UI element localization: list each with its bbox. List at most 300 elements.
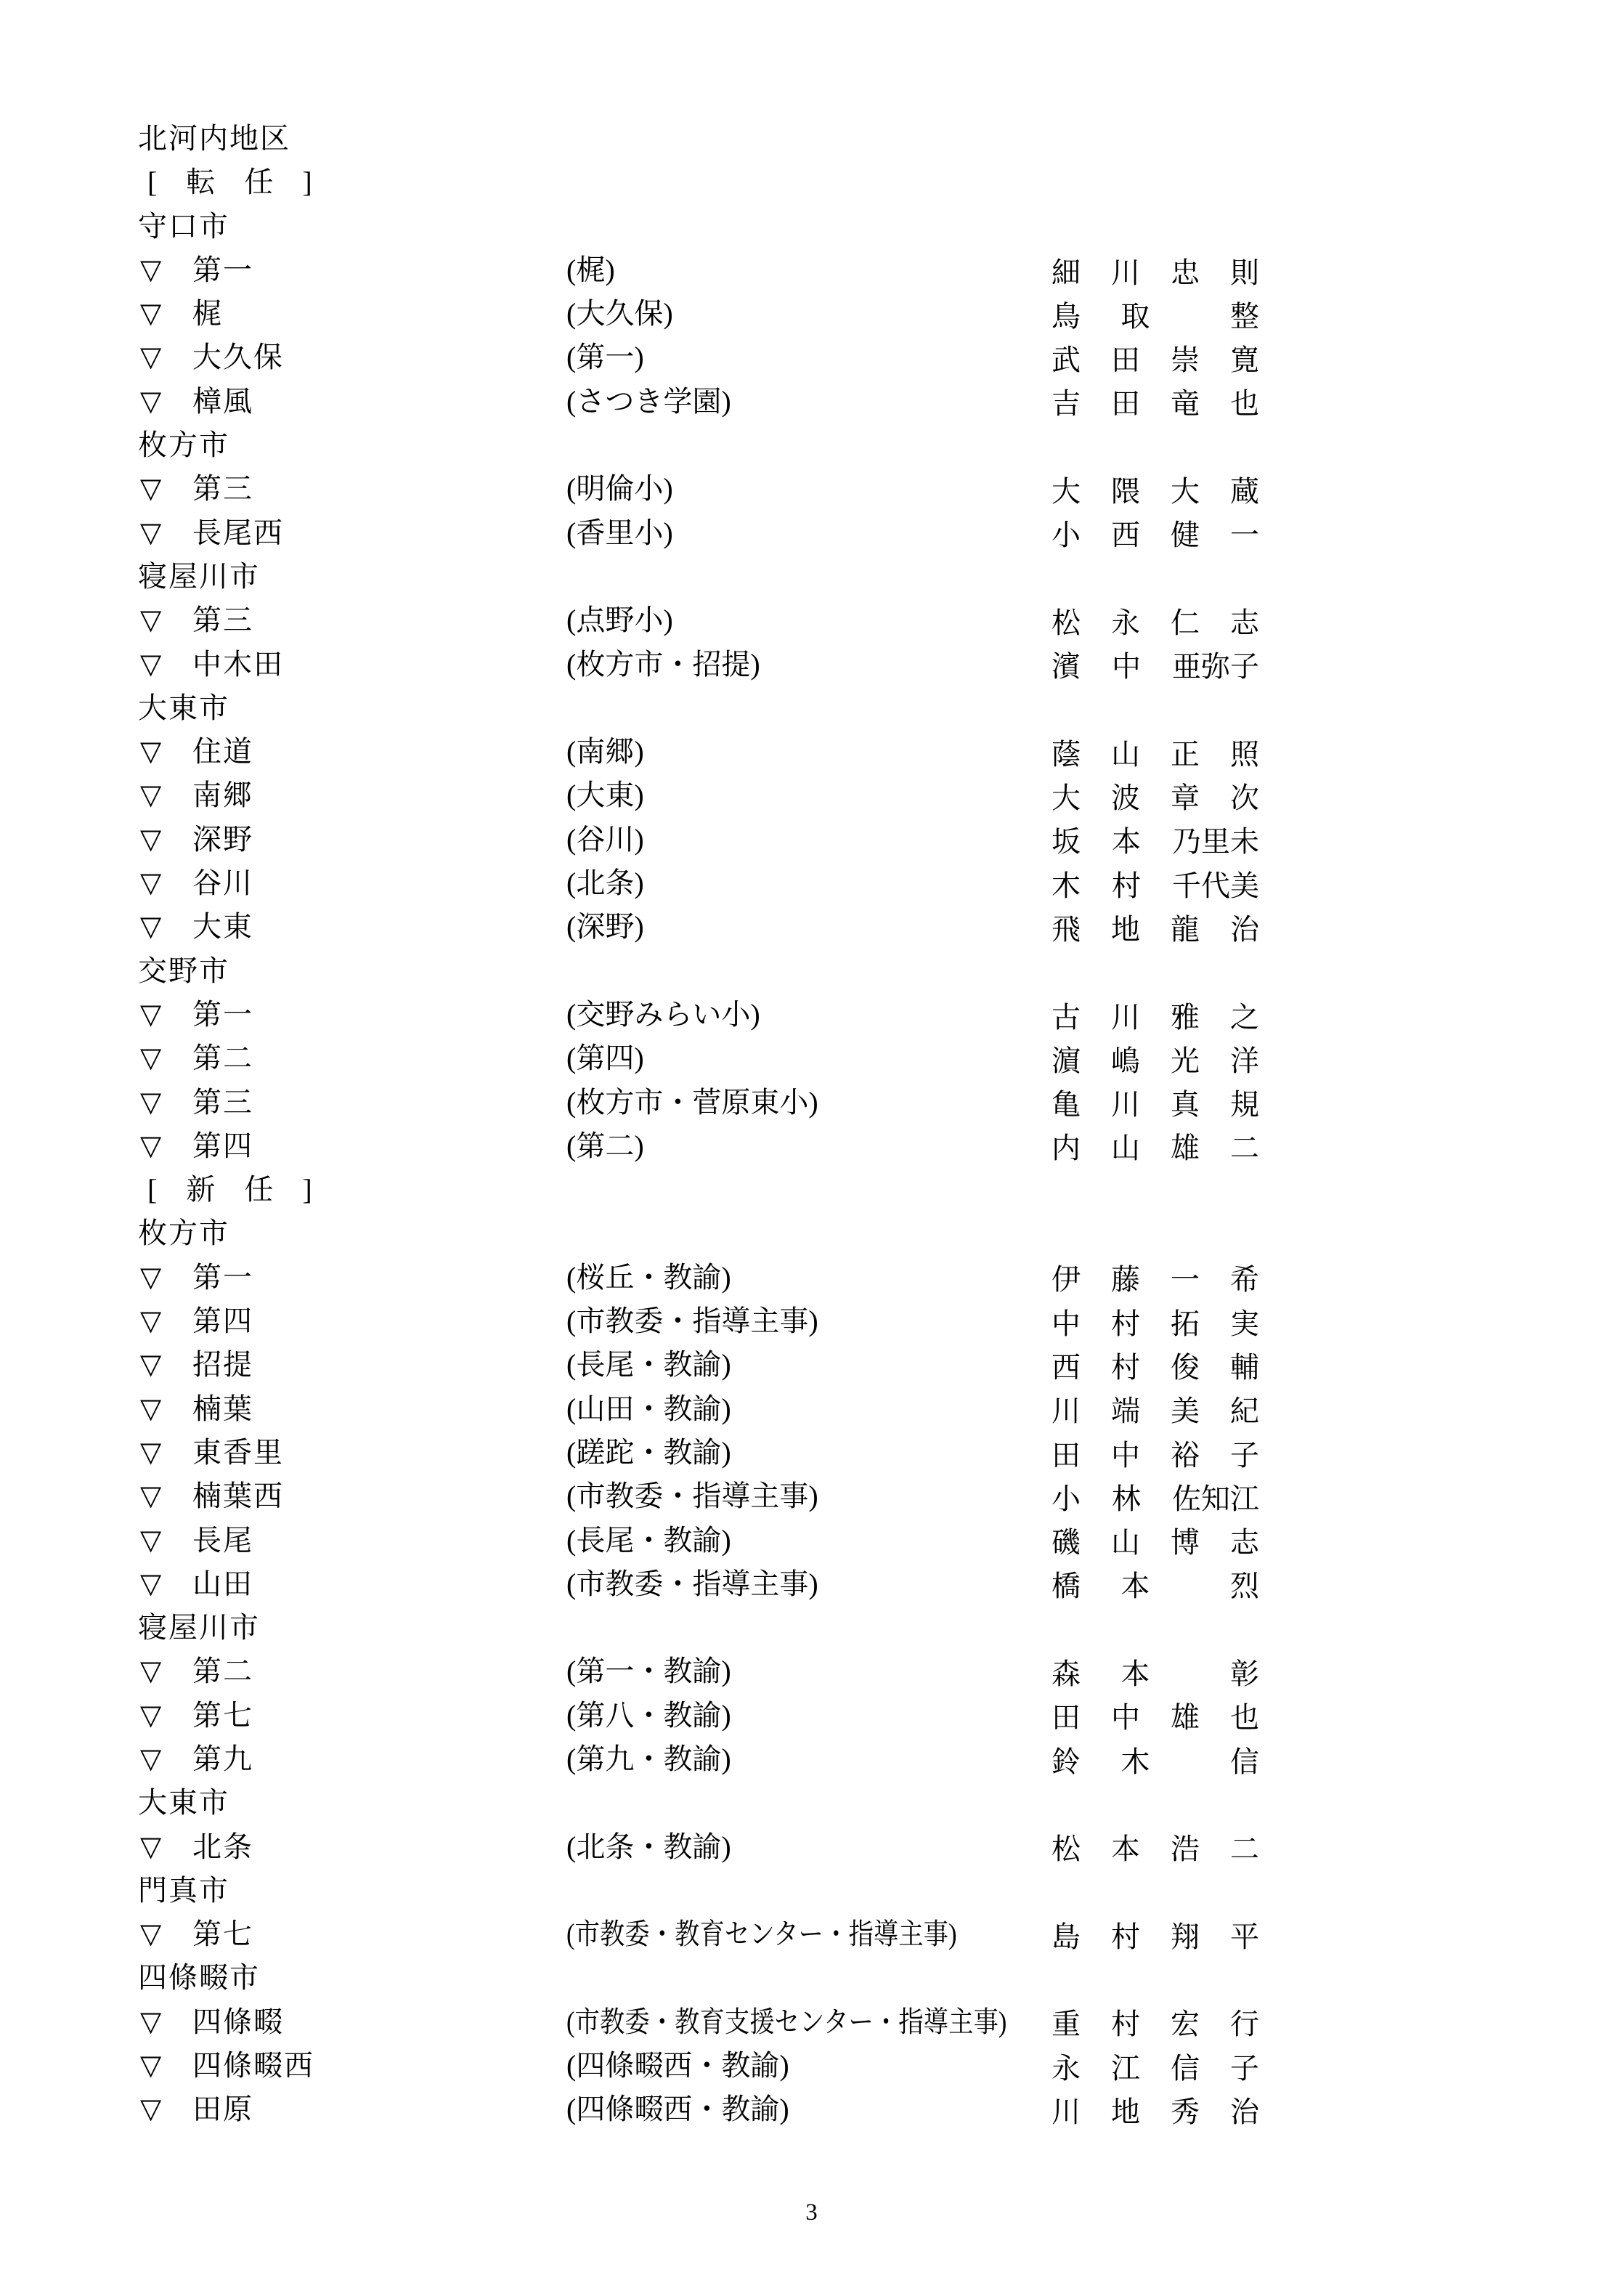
person-name [1052,1474,1259,1518]
previous-post: (深野) [566,910,644,944]
name-part: 輔 [1230,1350,1259,1384]
name-part: 乃里未 [1172,825,1259,859]
name-part: 江 [1111,2051,1140,2085]
school-name: 大東 [192,910,253,944]
name-part: 博 [1171,1526,1200,1559]
entry-row [0,292,1623,336]
entry-row [0,1081,1623,1124]
name-part: 松 [1052,606,1081,639]
entry-row [0,774,1623,817]
triangle-marker-icon: ▽ [140,474,162,505]
triangle-marker-icon: ▽ [140,1831,162,1862]
name-part: 隈 [1111,475,1140,508]
name-part: 坂 [1052,825,1081,859]
name-part: 松 [1052,1833,1081,1866]
name-part: 秀 [1171,2096,1200,2128]
name-part: 田 [1111,344,1140,377]
previous-post: (梶) [566,253,615,286]
entry-row [0,1737,1623,1781]
name-part: 俊 [1171,1350,1200,1384]
name-part: 平 [1230,1920,1259,1953]
city-name: 大東市 [138,691,229,724]
name-part: 真 [1171,1088,1200,1121]
name-part: 大 [1052,782,1081,815]
school-name: 第四 [192,1129,253,1162]
person-name [1052,467,1259,511]
person-name [1052,730,1259,774]
name-part: 武 [1052,344,1081,377]
school-name: 第一 [192,997,253,1031]
name-part: 美 [1171,1395,1200,1428]
triangle-marker-icon: ▽ [140,1919,162,1950]
name-part: 次 [1230,782,1259,815]
name-part: 濱 [1052,650,1081,683]
school-name: 梶 [192,297,223,330]
name-part: 光 [1171,1044,1200,1077]
name-part: 端 [1111,1395,1140,1428]
school-name: 中木田 [192,647,284,681]
triangle-marker-icon: ▽ [140,737,162,768]
name-part: 森 [1052,1658,1081,1691]
person-name [1052,1256,1259,1299]
city-name: 四條畷市 [138,1961,260,1995]
previous-post: (第四) [566,1042,644,1075]
name-part: 本 [1112,825,1141,859]
name-part: 地 [1111,2096,1140,2128]
school-name: 第三 [192,1085,253,1119]
triangle-marker-icon: ▽ [140,1525,162,1556]
name-part: 林 [1112,1482,1141,1515]
school-name: 第二 [192,1042,253,1075]
school-name: 深野 [192,822,253,856]
name-part: 地 [1111,912,1140,946]
triangle-marker-icon: ▽ [140,386,162,417]
previous-post: (蹉跎・教諭) [566,1435,731,1469]
entry-row [0,1474,1623,1518]
previous-post: (四條畷西・教諭) [566,2093,789,2126]
city-name: 大東市 [138,1786,229,1820]
entry-row [0,993,1623,1037]
triangle-marker-icon: ▽ [140,1656,162,1687]
triangle-marker-icon: ▽ [140,1393,162,1424]
school-name: 第七 [192,1918,253,1951]
name-part: 二 [1230,1132,1259,1165]
name-part: 実 [1230,1307,1259,1340]
person-name [1052,380,1259,423]
name-part: 蔵 [1230,475,1259,508]
school-name: 楠葉 [192,1392,253,1425]
previous-post: (第一) [566,341,644,374]
name-part: 川 [1111,1000,1140,1034]
name-part: 龍 [1171,912,1200,946]
city-name: 寝屋川市 [138,1611,260,1644]
entry-row [0,1343,1623,1387]
name-part: 嶋 [1111,1044,1140,1077]
entry-row [0,248,1623,292]
entry-row [0,1519,1623,1562]
person-name [1052,2044,1259,2088]
name-part: 健 [1171,519,1200,552]
previous-post: (山田・教諭) [566,1392,731,1425]
name-part: 伊 [1052,1263,1081,1297]
person-name [1052,818,1259,861]
name-part: 吉 [1052,387,1081,421]
name-part: 仁 [1171,606,1200,639]
city-header-row [0,1212,1623,1255]
school-name: 住道 [192,735,253,768]
entry-row [0,1694,1623,1737]
entry-row [0,730,1623,774]
triangle-marker-icon: ▽ [140,1481,162,1512]
triangle-marker-icon: ▽ [140,299,162,330]
name-part: 裕 [1171,1438,1200,1472]
name-part: 川 [1111,256,1140,289]
name-part: 一 [1230,519,1259,552]
name-part: 大 [1171,475,1200,508]
bracket-header-row [0,161,1623,204]
school-name: 田原 [192,2093,253,2126]
region-header-row [0,117,1623,161]
previous-post: (第二) [566,1129,644,1162]
previous-post: (交野みらい小) [566,997,760,1031]
school-name: 長尾西 [192,516,284,549]
entry-row [0,1431,1623,1474]
triangle-marker-icon: ▽ [140,649,162,680]
person-name [1052,248,1259,292]
name-part: 飛 [1052,912,1081,946]
school-name: 第二 [192,1655,253,1688]
person-name [1052,1519,1259,1562]
name-part: 宏 [1171,2008,1200,2041]
triangle-marker-icon: ▽ [140,912,162,943]
entry-row [0,1912,1623,1956]
person-name [1052,599,1259,642]
name-part: 川 [1052,1395,1081,1428]
section-label: [ 新 任 ] [147,1173,312,1206]
previous-post: (桜丘・教諭) [566,1260,731,1294]
name-part: 波 [1111,782,1140,815]
city-header-row [0,1606,1623,1650]
name-part: 亀 [1052,1088,1081,1121]
name-part: 中 [1111,1701,1140,1735]
person-name [1052,1037,1259,1080]
name-part: 寛 [1230,344,1259,377]
triangle-marker-icon: ▽ [140,605,162,636]
previous-post: (北条) [566,867,644,900]
name-part: 本 [1120,1658,1150,1691]
person-name [1052,1912,1259,1956]
name-part: 村 [1111,1307,1140,1340]
section-label: [ 転 任 ] [147,166,312,199]
entry-row [0,818,1623,861]
name-part: 也 [1230,1701,1259,1735]
name-part: 古 [1052,1000,1081,1034]
entry-row [0,2000,1623,2044]
name-part: 章 [1171,782,1200,815]
name-part: 濵 [1052,1044,1081,1077]
entry-row [0,861,1623,905]
previous-post: (点野小) [566,604,673,637]
name-part: 西 [1111,519,1140,552]
triangle-marker-icon: ▽ [140,999,162,1030]
previous-post: (さつき学園) [566,384,731,418]
school-name: 第一 [192,253,253,286]
school-name: 招提 [192,1348,253,1382]
school-name: 第三 [192,604,253,637]
city-header-row [0,205,1623,248]
entry-row [0,336,1623,379]
school-name: 南郷 [192,779,253,812]
name-part: 重 [1052,2008,1081,2041]
name-part: 田 [1052,1701,1081,1735]
page-number: 3 [805,2199,818,2226]
name-part: 小 [1052,519,1081,552]
name-part: 佐知江 [1172,1482,1259,1515]
name-part: 子 [1230,2051,1259,2085]
school-name: 長尾 [192,1523,253,1557]
city-header-row [0,1956,1623,2000]
name-part: 鈴 [1052,1745,1081,1778]
name-part: 雅 [1171,1000,1200,1034]
name-part: 一 [1171,1263,1200,1297]
name-part: 中 [1111,1438,1140,1472]
triangle-marker-icon: ▽ [140,1262,162,1293]
previous-post: (市教委・教育支援センター・指導主事) [566,2005,1007,2038]
city-name: 寝屋川市 [138,559,260,593]
name-part: 千代美 [1172,869,1259,902]
triangle-marker-icon: ▽ [140,2094,162,2125]
previous-post: (明倫小) [566,472,673,506]
city-name: 交野市 [138,954,229,987]
name-part: 規 [1230,1088,1259,1121]
name-part: 川 [1111,1088,1140,1121]
name-part: 中 [1112,650,1141,683]
name-part: 鳥 [1052,299,1081,333]
name-part: 永 [1052,2051,1081,2085]
person-name [1052,1825,1259,1869]
city-name: 門真市 [138,1873,229,1907]
name-part: 本 [1120,1570,1150,1603]
triangle-marker-icon: ▽ [140,1743,162,1774]
previous-post: (長尾・教諭) [566,1523,731,1557]
school-name: 第四 [192,1305,253,1338]
triangle-marker-icon: ▽ [140,780,162,811]
name-part: 正 [1171,737,1200,771]
name-part: 藤 [1111,1263,1140,1297]
previous-post: (香里小) [566,516,673,549]
city-header-row [0,1781,1623,1825]
name-part: 整 [1229,299,1259,333]
city-name: 枚方市 [138,429,229,462]
entry-row [0,1256,1623,1299]
person-name [1052,1387,1259,1431]
name-part: 磯 [1052,1526,1081,1559]
name-part: 西 [1052,1350,1081,1384]
city-header-row [0,949,1623,993]
bracket-header-row [0,1168,1623,1212]
entry-row [0,1650,1623,1693]
person-name [1052,774,1259,817]
person-name [1052,643,1259,686]
name-part: 村 [1112,869,1141,902]
school-name: 東香里 [192,1435,284,1469]
name-part: 田 [1111,387,1140,421]
city-header-row [0,1869,1623,1912]
name-part: 雄 [1171,1701,1200,1735]
person-name [1052,292,1259,336]
name-part: 山 [1111,1132,1140,1165]
triangle-marker-icon: ▽ [140,1130,162,1161]
entry-row [0,1037,1623,1080]
school-name: 楠葉西 [192,1480,284,1513]
triangle-marker-icon: ▽ [140,1087,162,1118]
triangle-marker-icon: ▽ [140,868,162,899]
triangle-marker-icon: ▽ [140,1350,162,1381]
entry-row [0,2044,1623,2088]
name-part: 木 [1120,1745,1150,1778]
entry-row [0,2088,1623,2131]
triangle-marker-icon: ▽ [140,1043,162,1074]
name-part: 浩 [1171,1833,1200,1866]
previous-post: (四條畷西・教諭) [566,2049,789,2082]
name-part: 拓 [1171,1307,1200,1340]
name-part: 志 [1230,1526,1259,1559]
name-part: 内 [1052,1132,1081,1165]
person-name [1052,1299,1259,1343]
personnel-list [0,117,1623,2132]
name-part: 村 [1111,2008,1140,2041]
city-name: 枚方市 [138,1217,229,1250]
person-name [1052,1694,1259,1737]
triangle-marker-icon: ▽ [140,2050,162,2082]
name-part: 洋 [1230,1044,1259,1077]
person-name [1052,993,1259,1037]
name-part: 雄 [1171,1132,1200,1165]
name-part: 治 [1230,912,1259,946]
previous-post: (市教委・教育センター・指導主事) [566,1918,957,1951]
region-name: 北河内地区 [138,122,290,155]
name-part: 細 [1052,256,1081,289]
school-name: 北条 [192,1830,253,1863]
triangle-marker-icon: ▽ [140,1700,162,1731]
name-part: 也 [1230,387,1259,421]
entry-row [0,467,1623,511]
previous-post: (谷川) [566,822,644,856]
name-part: 彰 [1229,1658,1259,1691]
person-name [1052,1124,1259,1168]
entry-row [0,905,1623,949]
triangle-marker-icon: ▽ [140,1437,162,1468]
name-part: 中 [1052,1307,1081,1340]
entry-row [0,643,1623,686]
name-part: 木 [1052,869,1081,902]
name-part: 蔭 [1052,737,1081,771]
school-name: 第七 [192,1698,253,1732]
previous-post: (第一・教諭) [566,1655,731,1688]
name-part: 行 [1230,2008,1259,2041]
previous-post: (第八・教諭) [566,1698,731,1732]
entry-row [0,1124,1623,1168]
entry-row [0,1825,1623,1869]
city-name: 守口市 [138,209,229,243]
school-name: 大久保 [192,341,284,374]
name-part: 希 [1230,1263,1259,1297]
previous-post: (市教委・指導主事) [566,1305,818,1338]
school-name: 樟風 [192,384,253,418]
name-part: 則 [1230,256,1259,289]
person-name [1052,861,1259,905]
previous-post: (大東) [566,779,644,812]
name-part: 取 [1120,299,1150,333]
person-name [1052,1431,1259,1474]
name-part: 本 [1111,1833,1140,1866]
name-part: 信 [1229,1745,1259,1778]
previous-post: (長尾・教諭) [566,1348,731,1382]
name-part: 村 [1111,1920,1140,1953]
triangle-marker-icon: ▽ [140,254,162,285]
name-part: 田 [1052,1438,1081,1472]
name-part: 島 [1052,1920,1081,1953]
previous-post: (南郷) [566,735,644,768]
school-name: 山田 [192,1567,253,1600]
person-name [1052,1737,1259,1781]
triangle-marker-icon: ▽ [140,517,162,548]
entry-row [0,1387,1623,1431]
school-name: 谷川 [192,867,253,900]
previous-post: (第九・教諭) [566,1742,731,1775]
name-part: 竜 [1171,387,1200,421]
name-part: 永 [1111,606,1140,639]
name-part: 亜弥子 [1172,650,1259,683]
name-part: 信 [1171,2051,1200,2085]
person-name [1052,2000,1259,2044]
person-name [1052,1343,1259,1387]
previous-post: (枚方市・菅原東小) [566,1085,818,1119]
entry-row [0,380,1623,423]
person-name [1052,1562,1259,1606]
school-name: 第三 [192,472,253,506]
person-name [1052,511,1259,555]
person-name [1052,2088,1259,2131]
name-part: 志 [1230,606,1259,639]
name-part: 小 [1052,1482,1081,1515]
person-name [1052,1081,1259,1124]
previous-post: (大久保) [566,297,673,330]
triangle-marker-icon: ▽ [140,1568,162,1599]
name-part: 大 [1052,475,1081,508]
triangle-marker-icon: ▽ [140,2006,162,2037]
city-header-row [0,555,1623,599]
name-part: 紀 [1230,1395,1259,1428]
name-part: 治 [1230,2096,1259,2128]
person-name [1052,336,1259,379]
name-part: 山 [1111,737,1140,771]
triangle-marker-icon: ▽ [140,824,162,855]
name-part: 翔 [1171,1920,1200,1953]
school-name: 四條畷西 [192,2049,314,2082]
school-name: 第一 [192,1260,253,1294]
name-part: 橋 [1052,1570,1081,1603]
name-part: 烈 [1229,1570,1259,1603]
name-part: 村 [1111,1350,1140,1384]
triangle-marker-icon: ▽ [140,1306,162,1337]
previous-post: (市教委・指導主事) [566,1480,818,1513]
entry-row [0,1562,1623,1606]
entry-row [0,599,1623,642]
previous-post: (北条・教諭) [566,1830,731,1863]
person-name [1052,905,1259,949]
name-part: 二 [1230,1833,1259,1866]
